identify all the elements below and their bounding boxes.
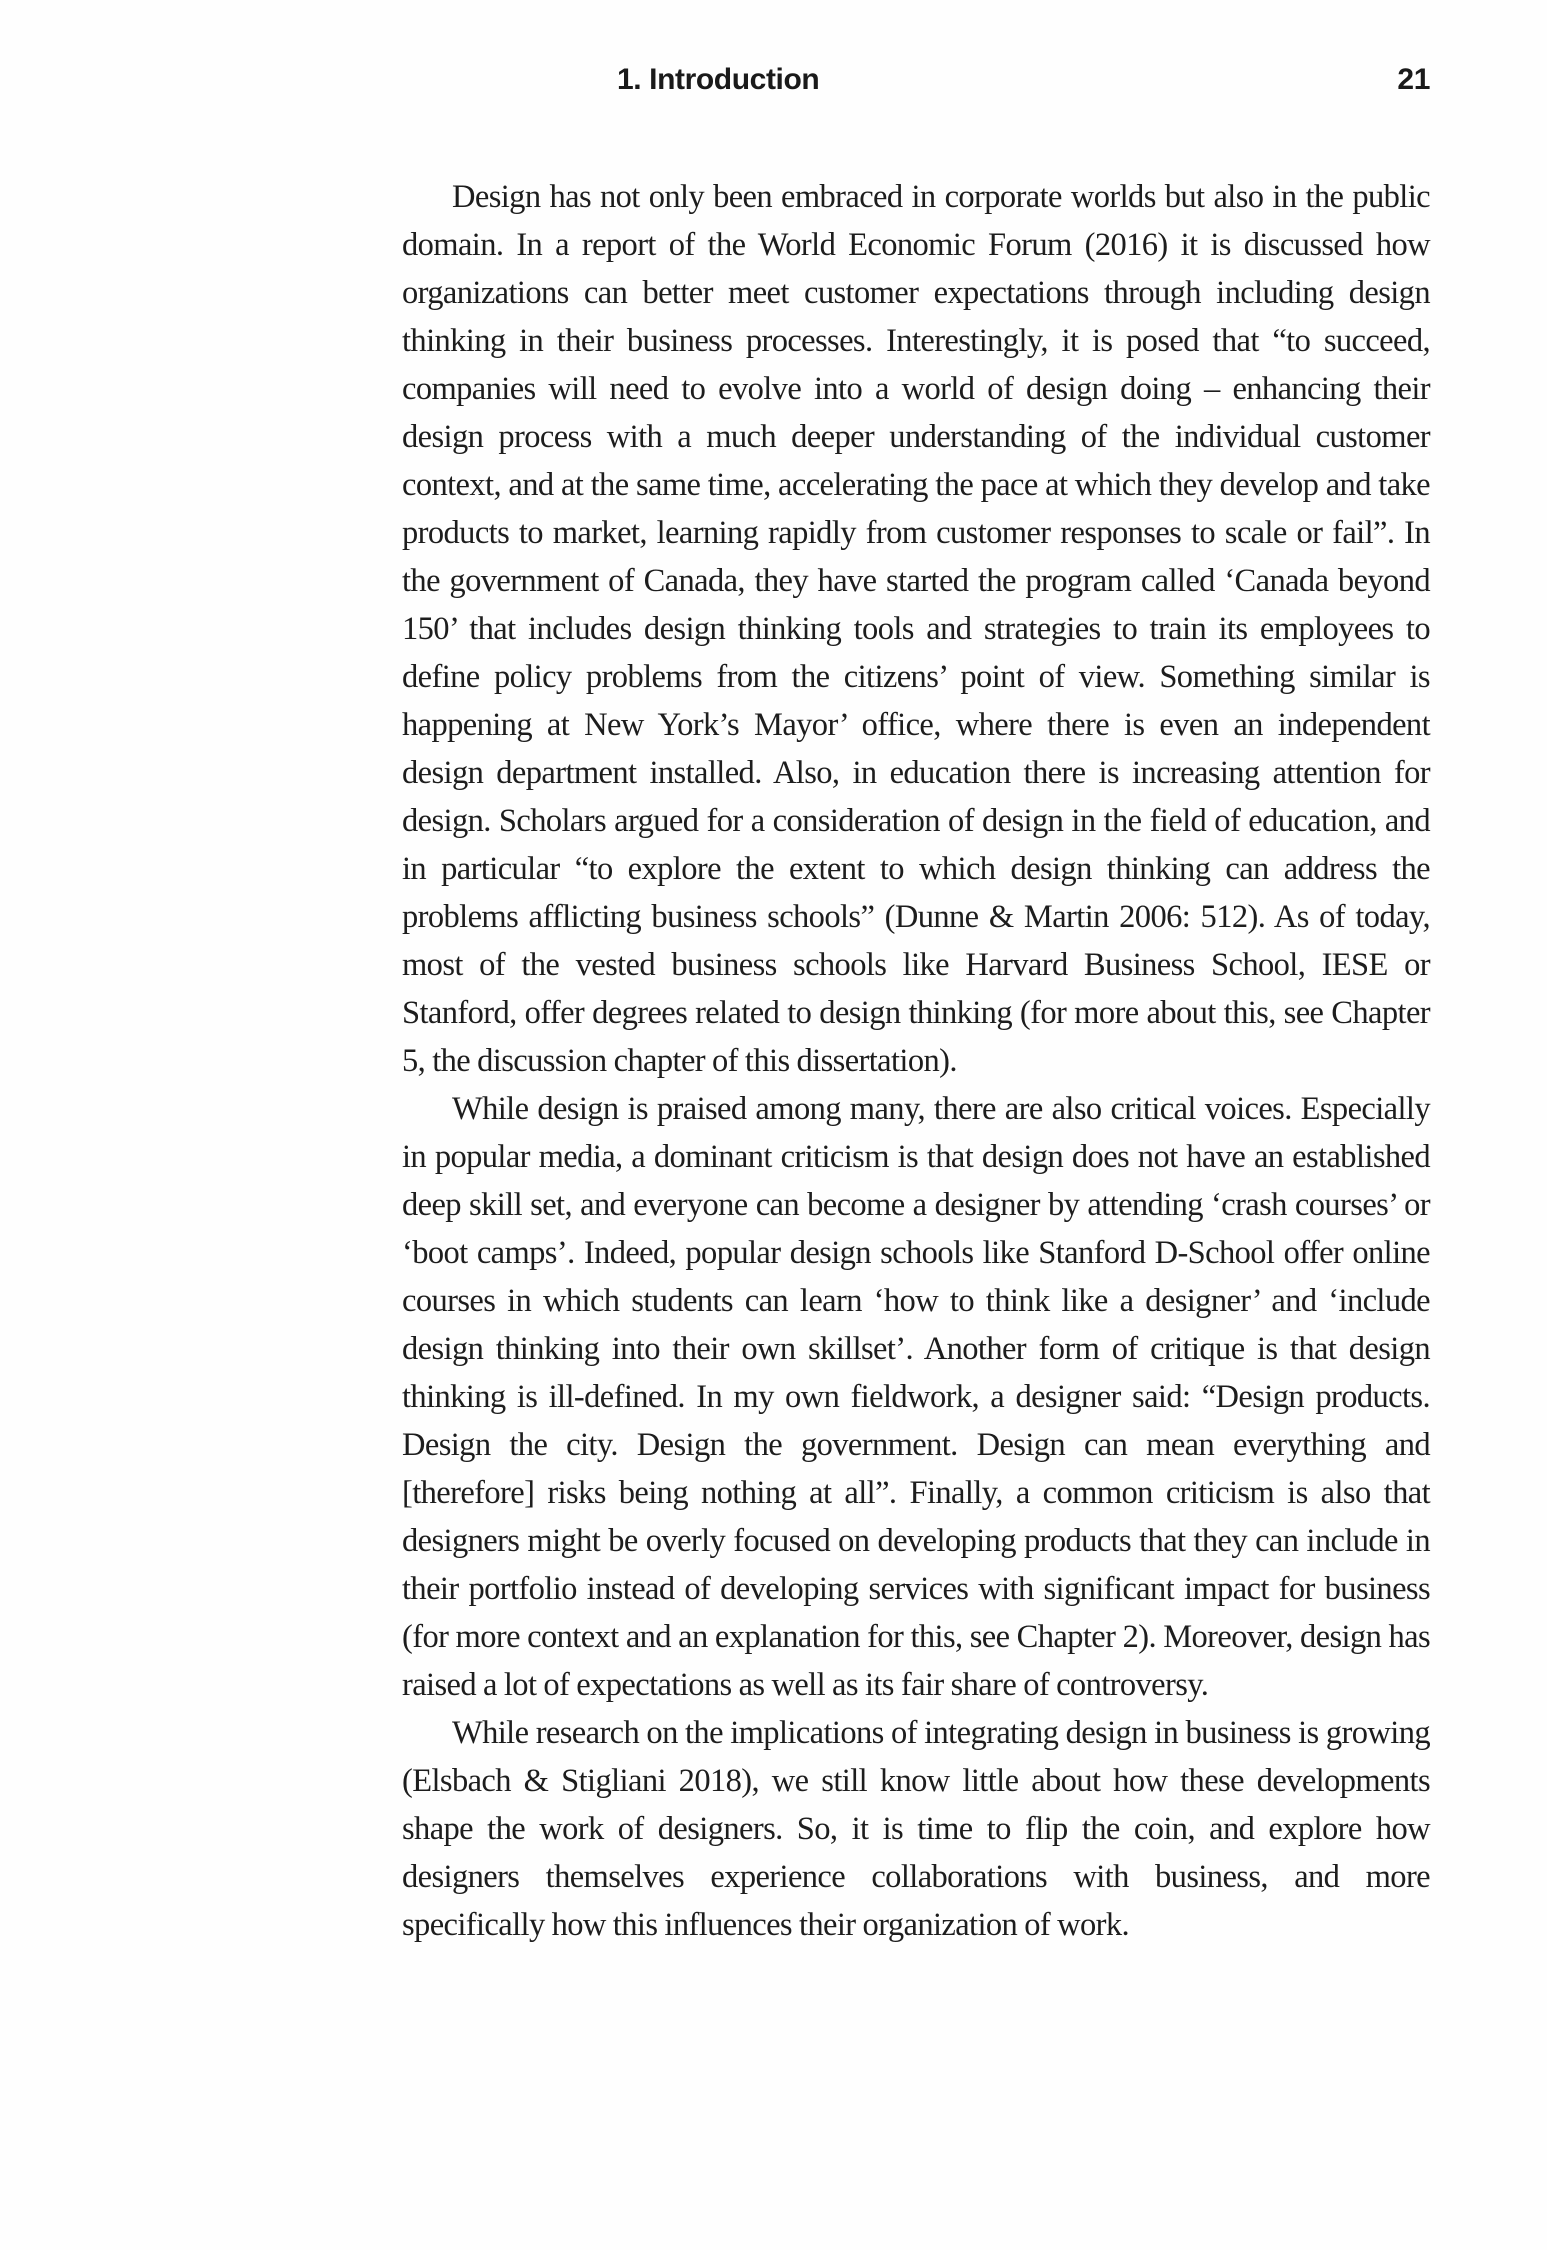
chapter-header: 1. Introduction (617, 63, 820, 96)
page-number: 21 (1397, 63, 1430, 96)
paragraph-critical-voices: While design is praised among many, there are also critical voices. Especially in popular media, a dominant criticism is that design does not have an established deep skill set, and everyone can become a designer by attending ‘crash courses’ or ‘boot camps’. Indeed, popular design schools like Stanford D-School offer online courses in which students can learn ‘how to think like a designer’ and ‘include design thinking into their own skillset’. Another form of critique is that design thinking is ill-defined. In my own fieldwork, a designer said: “Design products. Design the city. Design the government. Design can mean everything and [therefore] risks being nothing at all”. Finally, a common criticism is also that designers might be overly focused on developing products that they can include in their portfolio instead of developing services with significant impact for business (for more context and an explanation for this, see Chapter 2). Moreover, design has raised a lot of expectations as well as its fair share of controversy. (402, 1091, 1430, 1703)
paragraph-research-implications: While research on the implications of integrating design in business is growing (Elsbach & Stigliani 2018), we still know little about how these developments shape the work of designers. So, it is time to flip the coin, and explore how designers themselves experience collaborations with business, and more specifically how this influences their organization of work. (402, 1715, 1430, 1943)
paragraph-design-embraced: Design has not only been embraced in corporate worlds but also in the public domain. In a report of the World Economic Forum (2016) it is discussed how organizations can better meet customer expectations through including design thinking in their business processes. Interestingly, it is posed that “to succeed, companies will need to evolve into a world of design doing – enhancing their design process with a much deeper understanding of the individual customer context, and at the same time, accelerating the pace at which they develop and take products to market, learning rapidly from customer responses to scale or fail”. In the government of Canada, they have started the program called ‘Canada beyond 150’ that includes design thinking tools and strategies to train its employees to define policy problems from the citizens’ point of view. Something similar is happening at New York’s Mayor’ office, where there is even an independent design department installed. Also, in education there is increasing attention for design. Scholars argued for a consideration of design in the field of education, and in particular “to explore the extent to which design thinking can address the problems afflicting business schools” (Dunne & Martin 2006: 512). As of today, most of the vested business schools like Harvard Business School, IESE or Stanford, offer degrees related to design thinking (for more about this, see Chapter 5, the discussion chapter of this dissertation). (402, 179, 1430, 1079)
body-text (402, 173, 1430, 1949)
running-head (0, 64, 1430, 98)
